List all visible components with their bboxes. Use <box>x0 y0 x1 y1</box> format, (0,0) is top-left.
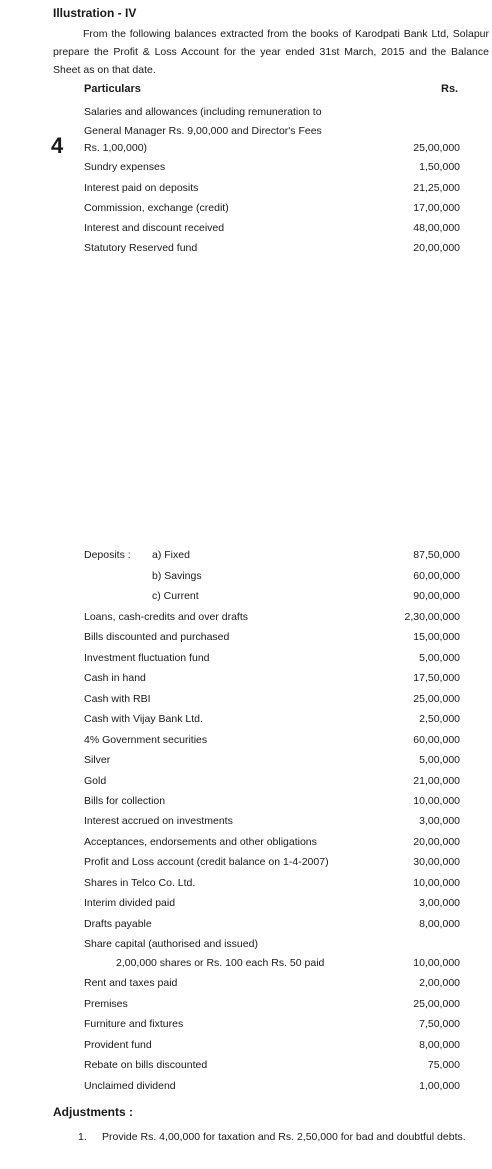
row-label: Statutory Reserved fund <box>84 242 198 254</box>
table-row <box>84 856 460 872</box>
row-label: Cash with RBI <box>84 693 151 705</box>
row-amount: 21,00,000 <box>413 775 460 787</box>
row-amount: 25,00,000 <box>413 142 460 154</box>
row-amount: 75,000 <box>427 1059 460 1071</box>
row-label: Gold <box>84 775 107 787</box>
row-amount: 5,00,000 <box>419 652 460 664</box>
row-label: Silver <box>84 754 111 766</box>
row-amount: 8,00,000 <box>419 1039 460 1051</box>
row-amount: 5,00,000 <box>419 754 460 766</box>
table-row <box>84 918 460 934</box>
table-row <box>84 877 460 893</box>
row-amount: 60,00,000 <box>413 734 460 746</box>
page-number: 4 <box>51 133 64 158</box>
table-row <box>84 836 460 852</box>
row-label: Rebate on bills discounted <box>84 1059 208 1071</box>
row-amount: 8,00,000 <box>419 918 460 930</box>
row-label: Cash in hand <box>84 672 146 684</box>
table-row <box>84 1080 460 1096</box>
row-amount: 60,00,000 <box>413 570 460 582</box>
row-label: Loans, cash-credits and over drafts <box>84 611 249 623</box>
row-amount: 20,00,000 <box>413 836 460 848</box>
row-amount: 2,30,00,000 <box>404 611 460 623</box>
row-amount: 48,00,000 <box>413 222 460 234</box>
row-label: Acceptances, endorsements and other obligations <box>84 836 317 848</box>
table-row <box>84 1018 460 1034</box>
row-label: Investment fluctuation fund <box>84 652 210 664</box>
row-label: Interest accrued on investments <box>84 815 233 827</box>
table-row <box>84 631 460 647</box>
row-amount: 3,00,000 <box>419 897 460 909</box>
table-row <box>84 1039 460 1055</box>
row-label: Interest and discount received <box>84 222 225 234</box>
table-row <box>84 549 460 565</box>
heading: Illustration - IV <box>53 6 137 20</box>
row-label: Sundry expenses <box>84 161 166 173</box>
table-row <box>84 815 460 831</box>
table-row <box>84 590 460 606</box>
table-row <box>84 775 460 791</box>
row-label: Salaries and allowances (including remuneration to <box>84 106 322 118</box>
row-amount: 87,50,000 <box>413 549 460 561</box>
table-row <box>84 142 460 158</box>
row-amount: 90,00,000 <box>413 590 460 602</box>
table-row <box>84 672 460 688</box>
table-row <box>84 957 460 973</box>
row-label: Share capital (authorised and issued) <box>84 938 258 950</box>
adjustment-text: Provide Rs. 4,00,000 for taxation and Rs. 2,50,000 for bad and doubtful debts. <box>102 1131 466 1143</box>
table-row <box>84 570 460 586</box>
table-row <box>84 106 460 122</box>
table-row <box>84 611 460 627</box>
col-particulars-header: Particulars <box>84 83 141 95</box>
row-label: b) Savings <box>152 570 202 582</box>
row-amount: 3,00,000 <box>419 815 460 827</box>
table-row <box>84 754 460 770</box>
row-amount: 10,00,000 <box>413 877 460 889</box>
row-label: Bills for collection <box>84 795 166 807</box>
row-label: a) Fixed <box>152 549 190 561</box>
row-amount: 17,00,000 <box>413 202 460 214</box>
row-amount: 17,50,000 <box>413 672 460 684</box>
row-label: Profit and Loss account (credit balance on 1-4-2007) <box>84 856 329 868</box>
table-row <box>84 977 460 993</box>
row-label: Interim divided paid <box>84 897 176 909</box>
row-amount: 2,00,000 <box>419 977 460 989</box>
table-row <box>84 161 460 177</box>
table-row <box>84 652 460 668</box>
table-row <box>84 693 460 709</box>
row-amount: 30,00,000 <box>413 856 460 868</box>
row-amount: 10,00,000 <box>413 957 460 969</box>
row-amount: 2,50,000 <box>419 713 460 725</box>
table-row <box>84 202 460 218</box>
table-row <box>84 222 460 238</box>
row-amount: 10,00,000 <box>413 795 460 807</box>
row-amount: 1,00,000 <box>419 1080 460 1092</box>
table-row <box>84 242 460 258</box>
table-row <box>84 182 460 198</box>
row-label: Rent and taxes paid <box>84 977 178 989</box>
table-row <box>84 998 460 1014</box>
col-amount-header: Rs. <box>441 83 459 95</box>
deposits-label: Deposits : <box>84 549 131 561</box>
row-label: Unclaimed dividend <box>84 1080 176 1092</box>
row-label: Interest paid on deposits <box>84 182 199 194</box>
row-amount: 7,50,000 <box>419 1018 460 1030</box>
row-label: 2,00,000 shares or Rs. 100 each Rs. 50 paid <box>116 957 325 969</box>
adjustment-number: 1. <box>78 1131 87 1143</box>
row-amount: 21,25,000 <box>413 182 460 194</box>
adjustments-title: Adjustments : <box>53 1105 134 1119</box>
table-row <box>84 713 460 729</box>
row-label: Commission, exchange (credit) <box>84 202 229 214</box>
table-row <box>84 734 460 750</box>
row-label: Bills discounted and purchased <box>84 631 230 643</box>
intro-paragraph: From the following balances extracted from the books of Karodpati Bank Ltd, Solapur prepare the Profit & Loss Account for the year ended 31st March, 2015 and the Balance Sheet as on that date. <box>53 28 489 76</box>
table-row <box>84 125 460 141</box>
row-label: Rs. 1,00,000) <box>84 142 148 154</box>
row-label: 4% Government securities <box>84 734 208 746</box>
row-label: Provident fund <box>84 1039 152 1051</box>
row-label: General Manager Rs. 9,00,000 and Director's Fees <box>84 125 322 137</box>
table-row <box>84 897 460 913</box>
table-row <box>84 795 460 811</box>
row-label: Furniture and fixtures <box>84 1018 184 1030</box>
row-amount: 15,00,000 <box>413 631 460 643</box>
row-label: c) Current <box>152 590 199 602</box>
row-label: Premises <box>84 998 128 1010</box>
row-label: Drafts payable <box>84 918 152 930</box>
row-label: Cash with Vijay Bank Ltd. <box>84 713 203 725</box>
row-amount: 1,50,000 <box>419 161 460 173</box>
row-amount: 20,00,000 <box>413 242 460 254</box>
table-row <box>84 1059 460 1075</box>
table-row <box>84 938 460 954</box>
adjustment-item <box>78 1129 488 1146</box>
row-amount: 25,00,000 <box>413 998 460 1010</box>
row-label: Shares in Telco Co. Ltd. <box>84 877 196 889</box>
row-amount: 25,00,000 <box>413 693 460 705</box>
